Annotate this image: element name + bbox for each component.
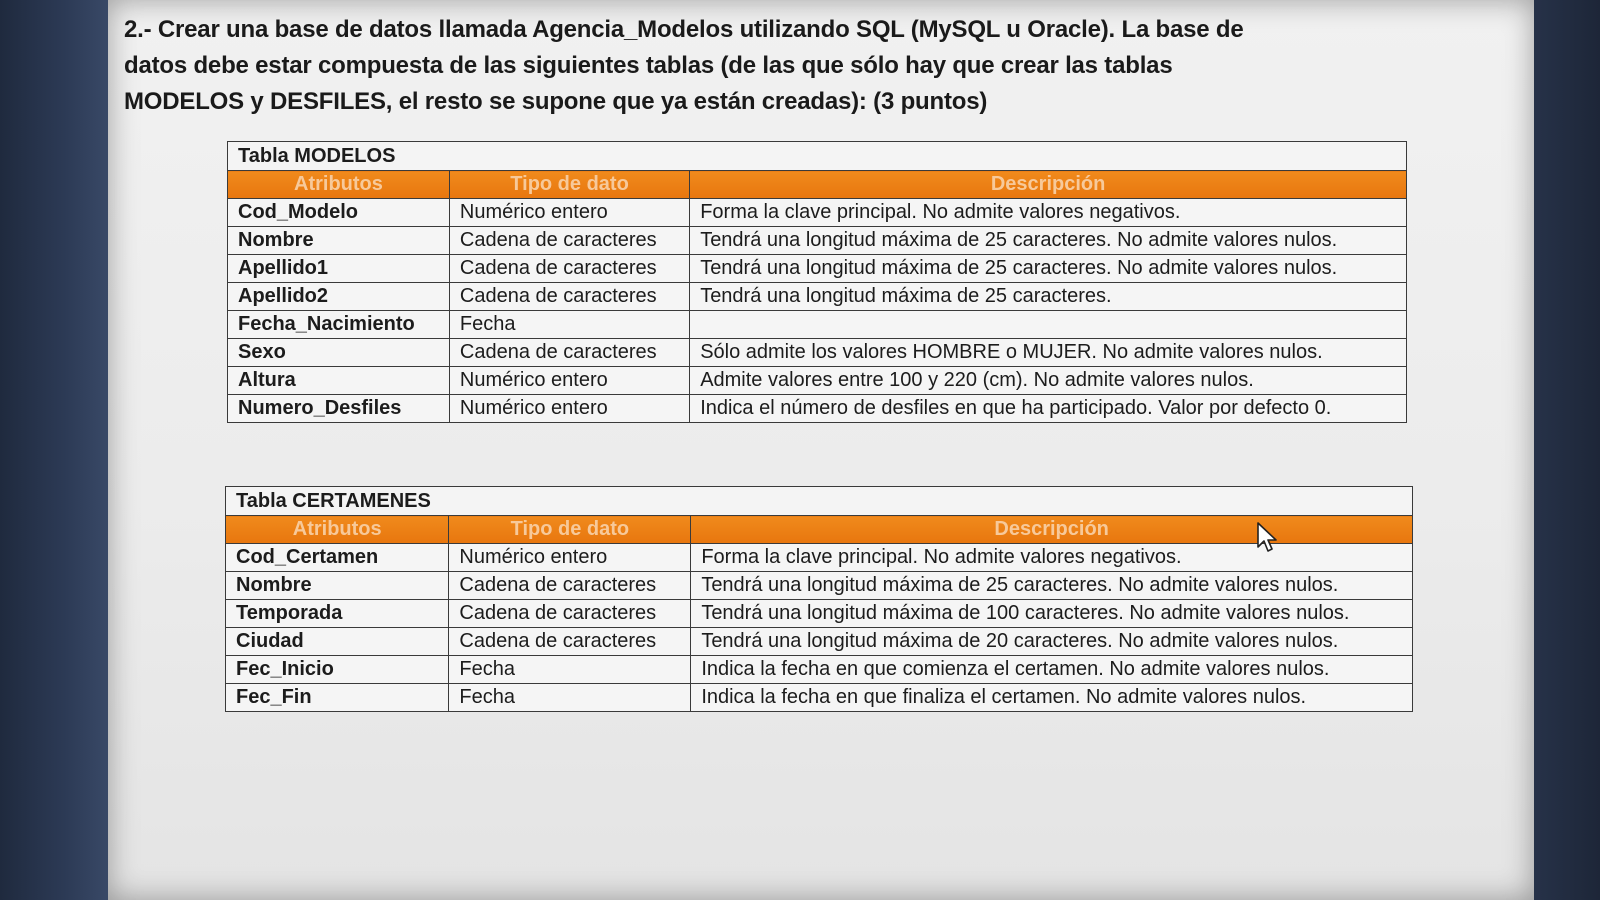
table-title-row <box>228 142 1407 171</box>
table-row <box>228 255 1407 283</box>
table-header-row <box>228 171 1407 199</box>
cell-attribute: Nombre <box>228 227 450 255</box>
table-row <box>228 227 1407 255</box>
cell-type: Numérico entero <box>449 544 691 572</box>
cell-type: Numérico entero <box>449 395 689 423</box>
cell-type: Cadena de caracteres <box>449 339 689 367</box>
cell-description: Forma la clave principal. No admite valores negativos. <box>690 199 1407 227</box>
table-row <box>228 283 1407 311</box>
cell-attribute: Fec_Fin <box>226 684 449 712</box>
table-row <box>226 656 1413 684</box>
table-title: Tabla CERTAMENES <box>226 487 1413 516</box>
cell-description: Tendrá una longitud máxima de 25 caracteres. <box>690 283 1407 311</box>
cell-description: Tendrá una longitud máxima de 20 caracteres. No admite valores nulos. <box>691 628 1413 656</box>
table-row <box>228 395 1407 423</box>
cell-description <box>690 311 1407 339</box>
cell-attribute: Apellido2 <box>228 283 450 311</box>
table-row <box>226 628 1413 656</box>
cell-type: Fecha <box>449 684 691 712</box>
cell-type: Cadena de caracteres <box>449 600 691 628</box>
cell-description: Admite valores entre 100 y 220 (cm). No admite valores nulos. <box>690 367 1407 395</box>
cell-attribute: Cod_Certamen <box>226 544 449 572</box>
table-row <box>228 199 1407 227</box>
table-title-row <box>226 487 1413 516</box>
cell-type: Cadena de caracteres <box>449 255 689 283</box>
cell-attribute: Apellido1 <box>228 255 450 283</box>
table-row <box>226 600 1413 628</box>
header-attributes: Atributos <box>226 516 449 544</box>
cell-type: Cadena de caracteres <box>449 572 691 600</box>
cell-type: Cadena de caracteres <box>449 628 691 656</box>
cell-attribute: Numero_Desfiles <box>228 395 450 423</box>
table-row <box>228 339 1407 367</box>
cell-attribute: Temporada <box>226 600 449 628</box>
cell-attribute: Nombre <box>226 572 449 600</box>
exercise-instruction: 2.- Crear una base de datos llamada Agencia_Modelos utilizando SQL (MySQL u Oracle). La base de datos debe estar compuesta de las siguientes tablas (de las que sólo hay que crear las tablas MODELOS y DESFILES, el resto se supone que ya están creadas): (3 puntos) <box>124 16 1244 115</box>
header-attributes: Atributos <box>228 171 450 199</box>
cell-description: Tendrá una longitud máxima de 100 caracteres. No admite valores nulos. <box>691 600 1413 628</box>
table-row <box>226 544 1413 572</box>
cell-description: Sólo admite los valores HOMBRE o MUJER. No admite valores nulos. <box>690 339 1407 367</box>
cell-attribute: Ciudad <box>226 628 449 656</box>
cell-description: Tendrá una longitud máxima de 25 caracteres. No admite valores nulos. <box>691 572 1413 600</box>
cell-attribute: Sexo <box>228 339 450 367</box>
table-modelos <box>227 141 1407 423</box>
cell-attribute: Cod_Modelo <box>228 199 450 227</box>
header-description: Descripción <box>691 516 1413 544</box>
cell-description: Tendrá una longitud máxima de 25 caracteres. No admite valores nulos. <box>690 255 1407 283</box>
cell-description: Indica la fecha en que comienza el certamen. No admite valores nulos. <box>691 656 1413 684</box>
cell-type: Cadena de caracteres <box>449 283 689 311</box>
cell-type: Numérico entero <box>449 199 689 227</box>
cell-attribute: Altura <box>228 367 450 395</box>
cell-description: Forma la clave principal. No admite valores negativos. <box>691 544 1413 572</box>
cell-type: Fecha <box>449 656 691 684</box>
table-row <box>226 684 1413 712</box>
header-data-type: Tipo de dato <box>449 516 691 544</box>
cell-description: Indica el número de desfiles en que ha participado. Valor por defecto 0. <box>690 395 1407 423</box>
document-page <box>108 0 1534 900</box>
cell-description: Indica la fecha en que finaliza el certamen. No admite valores nulos. <box>691 684 1413 712</box>
cell-type: Fecha <box>449 311 689 339</box>
table-row <box>228 311 1407 339</box>
table-certamenes <box>225 486 1413 712</box>
table-row <box>226 572 1413 600</box>
header-description: Descripción <box>690 171 1407 199</box>
table-row <box>228 367 1407 395</box>
cell-type: Numérico entero <box>449 367 689 395</box>
cell-attribute: Fecha_Nacimiento <box>228 311 450 339</box>
header-data-type: Tipo de dato <box>449 171 689 199</box>
table-title: Tabla MODELOS <box>228 142 1407 171</box>
table-header-row <box>226 516 1413 544</box>
cell-attribute: Fec_Inicio <box>226 656 449 684</box>
mouse-pointer-icon <box>1256 521 1280 560</box>
cell-type: Cadena de caracteres <box>449 227 689 255</box>
cell-description: Tendrá una longitud máxima de 25 caracteres. No admite valores nulos. <box>690 227 1407 255</box>
